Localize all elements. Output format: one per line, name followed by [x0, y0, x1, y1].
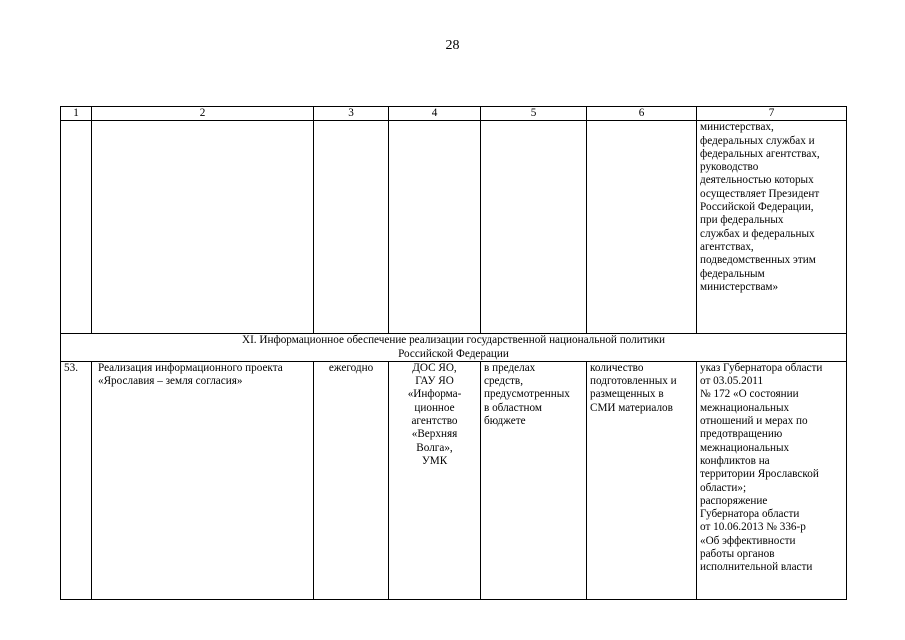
indicator-cell: количество подготовленных и размещенных в СМИ материалов — [587, 361, 697, 599]
section-heading-row — [61, 334, 847, 362]
column-number-6: 6 — [587, 107, 697, 121]
column-number-7: 7 — [697, 107, 847, 121]
continued-cell-4 — [389, 121, 481, 334]
column-number-5: 5 — [481, 107, 587, 121]
column-number-2: 2 — [92, 107, 314, 121]
documents-cell: указ Губернатора области от 03.05.2011 № 172 «О состоянии межнациональных отношений и мерах по предотвращению межнациональных конфликтов на территории Ярославской области»; распоряжение Губернатора области от 10.06.2013 № 336-р «Об эффективности работы органов исполнительной власти — [697, 361, 847, 599]
continued-cell-3 — [314, 121, 389, 334]
period-cell: ежегодно — [314, 361, 389, 599]
continued-cell-5 — [481, 121, 587, 334]
continued-cell-6 — [587, 121, 697, 334]
continued-documents-cell: министерствах, федеральных службах и федеральных агентствах, руководство деятельностью которых осуществляет Президент Российской Федерации, при федеральных службах и федеральных агентствах, подведомственных этим федеральным министерствам» — [697, 121, 847, 334]
continued-cell-2 — [92, 121, 314, 334]
plan-table — [60, 106, 847, 600]
section-heading: XI. Информационное обеспечение реализации государственной национальной политики Российской Федерации — [61, 334, 847, 362]
executors-cell: ДОС ЯО, ГАУ ЯО «Информа- ционное агентство «Верхняя Волга», УМК — [389, 361, 481, 599]
funding-cell: в пределах средств, предусмотренных в областном бюджете — [481, 361, 587, 599]
column-number-4: 4 — [389, 107, 481, 121]
continued-cell-1 — [61, 121, 92, 334]
column-number-3: 3 — [314, 107, 389, 121]
activity-cell: Реализация информационного проекта «Ярославия – земля согласия» — [92, 361, 314, 599]
table-row-53 — [61, 361, 847, 599]
continued-row — [61, 121, 847, 334]
column-number-1: 1 — [61, 107, 92, 121]
page-number: 28 — [445, 38, 460, 53]
column-number-row — [61, 107, 847, 121]
row-number: 53. — [61, 361, 92, 599]
